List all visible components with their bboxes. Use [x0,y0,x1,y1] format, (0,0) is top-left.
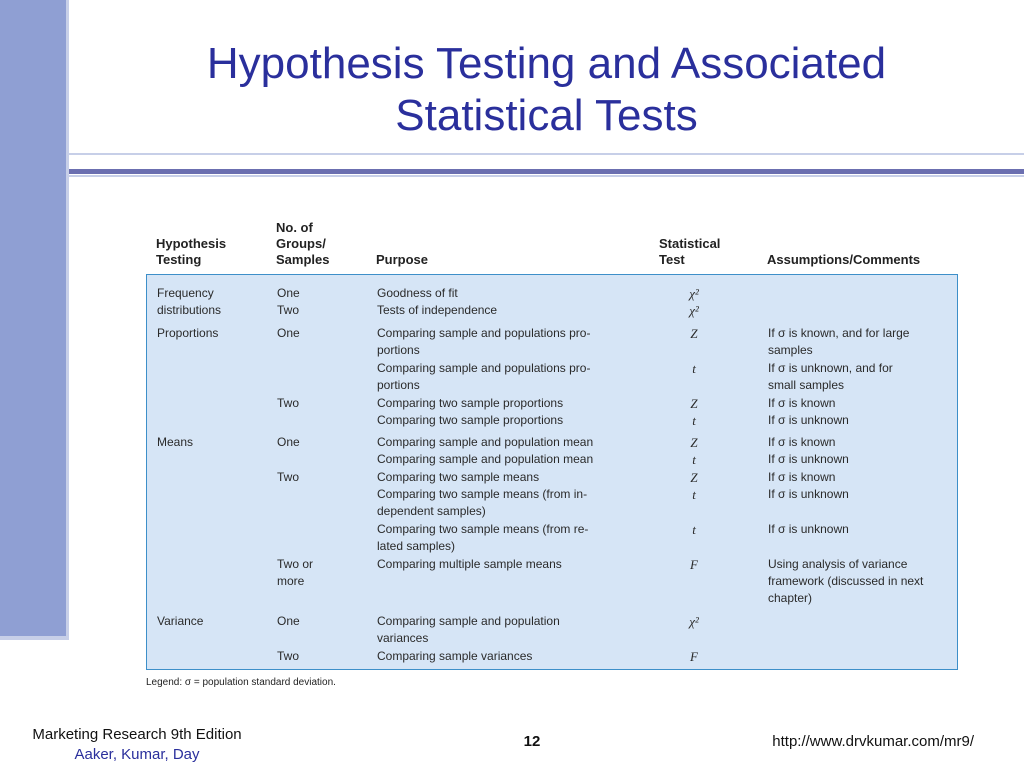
footer-url[interactable]: http://www.drvkumar.com/mr9/ [772,733,974,750]
purpose-line: Comparing sample and population [377,614,560,628]
purpose-line: lated samples) [377,539,456,553]
purpose-line: Goodness of fit [377,286,458,300]
purpose-line: Comparing sample and population mean [377,452,594,466]
assumption-line: If σ is unknown, and for [768,361,893,375]
header-text: No. of [276,220,313,235]
assumption-line: Using analysis of variance [768,557,908,571]
purpose-line: Comparing multiple sample means [377,557,562,571]
stat-test: χ² [689,614,699,629]
assumption-line: If σ is unknown [768,522,849,536]
header-text: Samples [276,252,330,267]
hypothesis-label: Proportions [157,326,219,340]
stat-test: t [692,452,696,467]
stat-test: t [692,522,696,537]
header-assumptions-comments: Assumptions/Comments [767,252,921,267]
purpose-line: variances [377,631,429,645]
header-text: Testing [156,252,202,267]
purpose-line: Comparing two sample means [377,470,540,484]
assumption-line: framework (discussed in next [768,574,924,588]
hypothesis-label: Means [157,435,194,449]
hypothesis-label: Frequency [157,286,214,300]
purpose-line: portions [377,378,420,392]
side-accent-bottom [0,636,69,640]
assumption-line: If σ is known, and for large [768,326,910,340]
groups-label: more [277,574,305,588]
header-statistical-test [659,236,720,268]
header-groups-samples [276,220,329,268]
purpose-line: Comparing sample and populations pro- [377,361,591,375]
groups-label: Two [277,303,300,317]
header-hypothesis-testing [156,236,226,268]
page-number: 12 [523,733,541,750]
stat-test: t [692,361,696,376]
header-text: Hypothesis [156,236,227,251]
groups-label: One [277,326,300,340]
footer-book-title: Marketing Research 9th Edition [32,726,242,743]
purpose-line: dependent samples) [377,504,486,518]
purpose-line: Comparing sample and populations pro- [377,326,591,340]
assumption-line: If σ is known [768,396,836,410]
groups-label: One [277,286,300,300]
table-body [146,274,958,670]
table-header [146,214,958,274]
purpose-line: Comparing sample and population mean [377,435,594,449]
assumption-line: chapter) [768,591,813,605]
purpose-line: Tests of independence [377,303,498,317]
purpose-line: Comparing two sample proportions [377,396,564,410]
table-legend: Legend: σ = population standard deviation. [146,677,336,688]
header-text: Statistical [659,236,721,251]
assumption-line: If σ is unknown [768,413,849,427]
header-purpose: Purpose [376,252,429,267]
stat-test: F [690,649,698,664]
stat-test: t [692,487,696,502]
title-divider-thin-top [69,153,1024,155]
assumption-line: If σ is known [768,435,836,449]
stat-test: Z [690,470,698,485]
stat-test: χ² [689,303,699,318]
title-divider-thin-bottom [69,175,1024,177]
header-text: Test [659,252,685,267]
assumption-line: If σ is unknown [768,487,849,501]
assumption-line: samples [768,343,813,357]
groups-label: Two [277,396,300,410]
purpose-line: Comparing sample variances [377,649,533,663]
side-accent-bar [0,0,66,636]
groups-label: One [277,435,300,449]
stat-test: Z [690,396,698,411]
groups-label: Two or [277,557,314,571]
groups-label: Two [277,649,300,663]
assumption-line: small samples [768,378,845,392]
title-divider [69,169,1024,174]
footer-authors: Aaker, Kumar, Day [74,746,200,763]
groups-label: Two [277,470,300,484]
assumption-line: If σ is unknown [768,452,849,466]
hypothesis-label: Variance [157,614,204,628]
purpose-line: portions [377,343,420,357]
slide-title [69,38,1024,142]
purpose-line: Comparing two sample means (from in- [377,487,588,501]
stat-test: F [690,557,698,572]
stat-test: χ² [689,286,699,301]
stat-test: Z [690,326,698,341]
statistical-tests-table [146,214,958,670]
header-text: Groups/ [276,236,326,251]
stat-test: t [692,413,696,428]
slide-title-line-1: Hypothesis Testing and Associated [206,39,887,88]
purpose-line: Comparing two sample means (from re- [377,522,589,536]
purpose-line: Comparing two sample proportions [377,413,564,427]
stat-test: Z [690,435,698,450]
groups-label: One [277,614,300,628]
footer-book-info [16,725,258,765]
assumption-line: If σ is known [768,470,836,484]
slide-title-line-2: Statistical Tests [395,91,698,140]
hypothesis-label: distributions [157,303,222,317]
